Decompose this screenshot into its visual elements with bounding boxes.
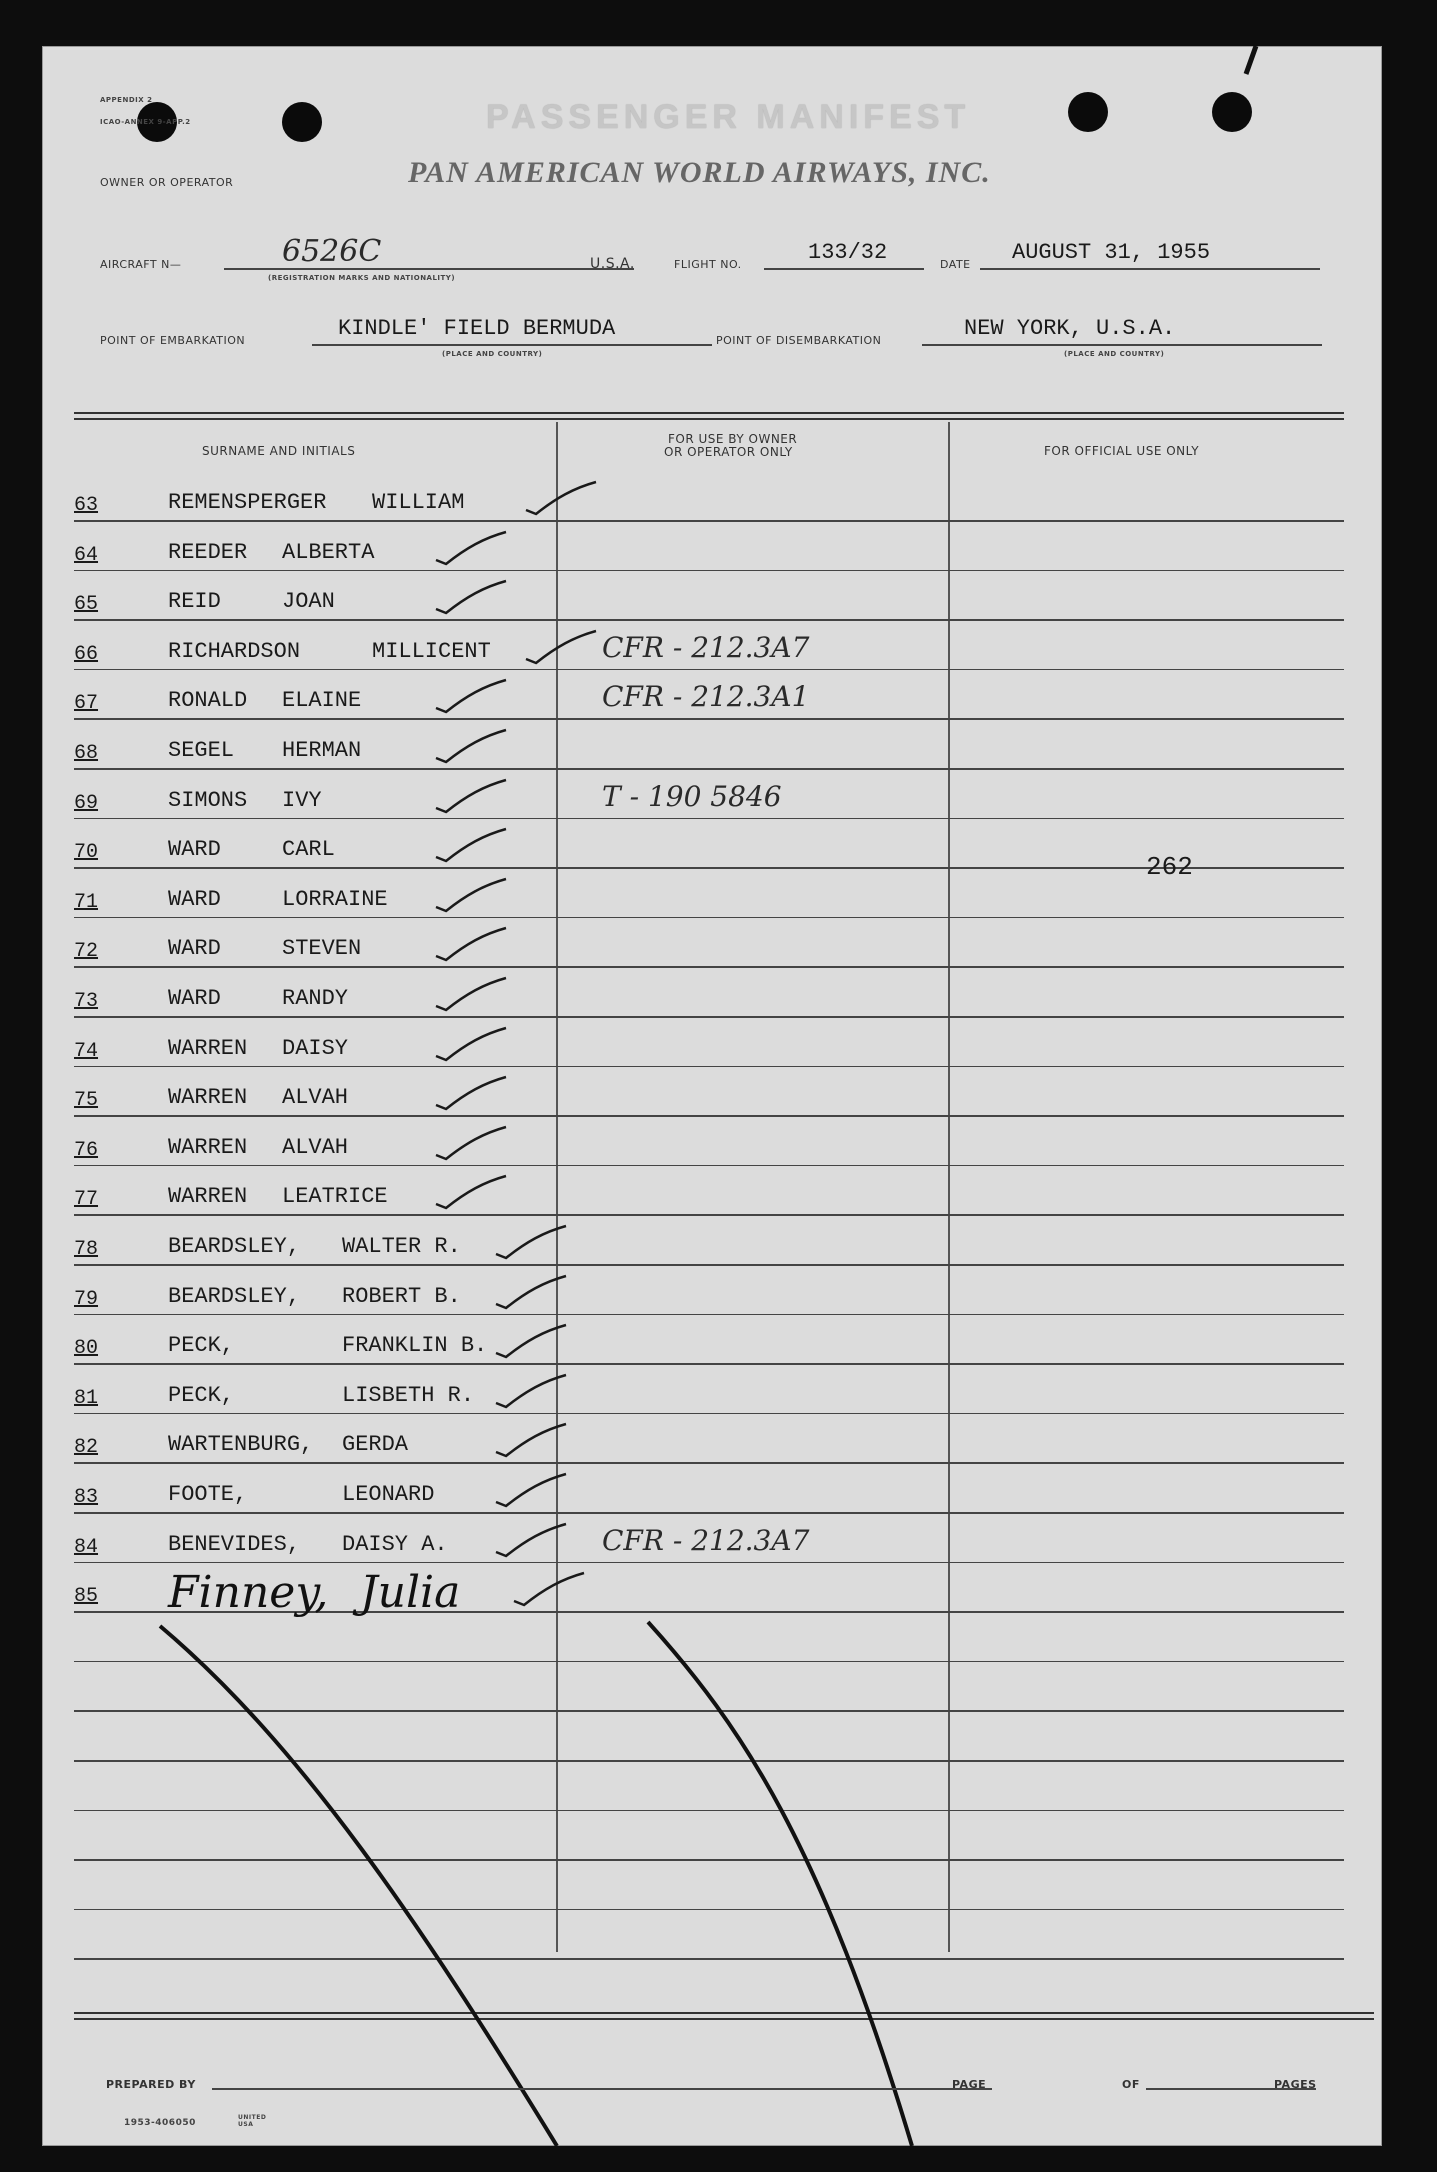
passenger-given-name: LEONARD [342,1482,435,1507]
row-number: 85 [74,1585,99,1609]
owner-label: OWNER OR OPERATOR [100,176,234,189]
row-number: 79 [74,1287,99,1311]
passenger-given-name: DAISY A. [342,1531,448,1557]
col-surname-header: SURNAME AND INITIALS [202,444,356,458]
row-number: 81 [74,1386,99,1410]
operator-note: CFR - 212.3A7 [602,630,810,664]
prepared-label: PREPARED BY [106,2078,196,2091]
passenger-surname: WARD [168,986,221,1011]
footer-code: 1953-406050 [124,2118,196,2128]
passenger-given-name: ALBERTA [282,539,375,565]
row-number: 70 [74,841,99,865]
row-number: 84 [74,1535,99,1559]
disembarkation-value: NEW YORK, U.S.A. [964,316,1176,341]
pages-label: PAGES [1274,2078,1317,2091]
row-number: 75 [74,1089,99,1113]
passenger-given-name: JOAN [282,589,335,615]
operator-note: T - 190 5846 [602,779,782,813]
page-label: PAGE [952,2078,987,2091]
passenger-surname: BEARDSLEY, [168,1234,301,1259]
passenger-given-name: IVY [282,787,322,813]
operator-note: CFR - 212.3A1 [602,680,810,714]
passenger-surname: RONALD [168,688,248,714]
registration-caption: (REGISTRATION MARKS AND NATIONALITY) [268,274,456,282]
passenger-given-name: ELAINE [282,688,362,714]
company-name: PAN AMERICAN WORLD AIRWAYS, INC. [408,156,991,189]
passenger-surname: PECK, [168,1382,235,1408]
row-number: 67 [74,692,99,716]
manifest-title: PASSENGER MANIFEST [486,98,971,136]
flight-label: FLIGHT NO. [674,258,742,271]
passenger-given-name: CARL [282,837,335,863]
passenger-given-name: RANDY [282,986,349,1011]
row-number: 69 [74,791,99,815]
passenger-surname: WARREN [168,1085,248,1111]
passenger-surname: REMENSPERGER [168,490,327,515]
form-code-top: APPENDIX 2 [100,96,153,104]
passenger-surname: FOOTE, [168,1482,248,1507]
passenger-given-name: WILLIAM [372,490,465,515]
col-owner-header-1: FOR USE BY OWNER [668,432,798,446]
row-number: 83 [74,1486,99,1509]
passenger-given-name: MILLICENT [372,638,491,664]
passenger-surname: WARTENBURG, [168,1432,314,1458]
void-strike-marks [42,46,1382,2146]
passenger-given-name: WALTER R. [342,1234,461,1259]
col-official-header: FOR OFFICIAL USE ONLY [1044,444,1200,458]
passenger-given-name: LORRAINE [282,886,388,912]
of-label: OF [1122,2078,1140,2091]
manifest-sheet [42,46,1382,2146]
passenger-surname: WARREN [168,1134,248,1160]
row-number: 80 [74,1337,99,1361]
embarkation-label: POINT OF EMBARKATION [100,334,246,347]
passenger-surname: RICHARDSON [168,638,301,664]
passenger-given-name: LISBETH R. [342,1382,475,1408]
union-label: UNITED USA [238,2114,267,2128]
passenger-given-name: STEVEN [282,936,362,962]
passenger-given-name: LEATRICE [282,1184,388,1210]
passenger-surname: REEDER [168,539,248,565]
row-number: 66 [74,642,99,666]
row-number: 72 [74,940,99,964]
passenger-surname: WARD [168,886,221,912]
passenger-given-name: FRANKLIN B. [342,1333,488,1359]
row-number: 77 [74,1188,99,1212]
passenger-surname: SEGEL [168,738,235,763]
col-owner-header-2: OR OPERATOR ONLY [664,445,793,459]
passenger-surname: Finney, [168,1567,329,1619]
disembarkation-caption: (PLACE AND COUNTRY) [1064,350,1165,358]
passenger-given-name: GERDA [342,1432,409,1458]
official-number: 262 [1146,852,1193,882]
passenger-given-name: ROBERT B. [342,1283,461,1309]
passenger-given-name: Julia [360,1567,461,1619]
row-number: 82 [74,1436,99,1460]
form-code-icao: ICAO-ANNEX 9-APP.2 [100,118,191,126]
passenger-surname: PECK, [168,1333,235,1359]
passenger-surname: WARD [168,936,221,962]
aircraft-label: AIRCRAFT N— [100,258,182,271]
passenger-given-name: ALVAH [282,1134,349,1160]
row-number: 71 [74,890,99,914]
embarkation-caption: (PLACE AND COUNTRY) [442,350,543,358]
row-number: 76 [74,1138,99,1162]
aircraft-value: 6526C [282,234,382,269]
prepared-underline [212,2088,992,2090]
usa-label: U.S.A. [590,256,635,272]
disembarkation-label: POINT OF DISEMBARKATION [716,334,882,347]
row-number: 63 [74,494,99,517]
passenger-surname: BENEVIDES, [168,1531,301,1557]
passenger-given-name: DAISY [282,1035,349,1061]
embarkation-value: KINDLE' FIELD BERMUDA [338,316,616,341]
passenger-given-name: ALVAH [282,1085,349,1111]
passenger-surname: BEARDSLEY, [168,1283,301,1309]
row-number: 74 [74,1039,99,1063]
row-number: 78 [74,1238,99,1261]
passenger-surname: SIMONS [168,787,248,813]
row-number: 68 [74,742,99,765]
passenger-given-name: HERMAN [282,738,362,763]
row-number: 65 [74,593,99,617]
passenger-surname: WARREN [168,1035,248,1061]
date-label: DATE [940,258,971,271]
row-number: 73 [74,990,99,1013]
operator-note: CFR - 212.3A7 [602,1523,810,1557]
flight-value: 133/32 [808,240,888,265]
passenger-surname: REID [168,589,221,615]
date-value: AUGUST 31, 1955 [1012,240,1211,265]
row-number: 64 [74,543,99,567]
passenger-surname: WARREN [168,1184,248,1210]
passenger-surname: WARD [168,837,221,863]
